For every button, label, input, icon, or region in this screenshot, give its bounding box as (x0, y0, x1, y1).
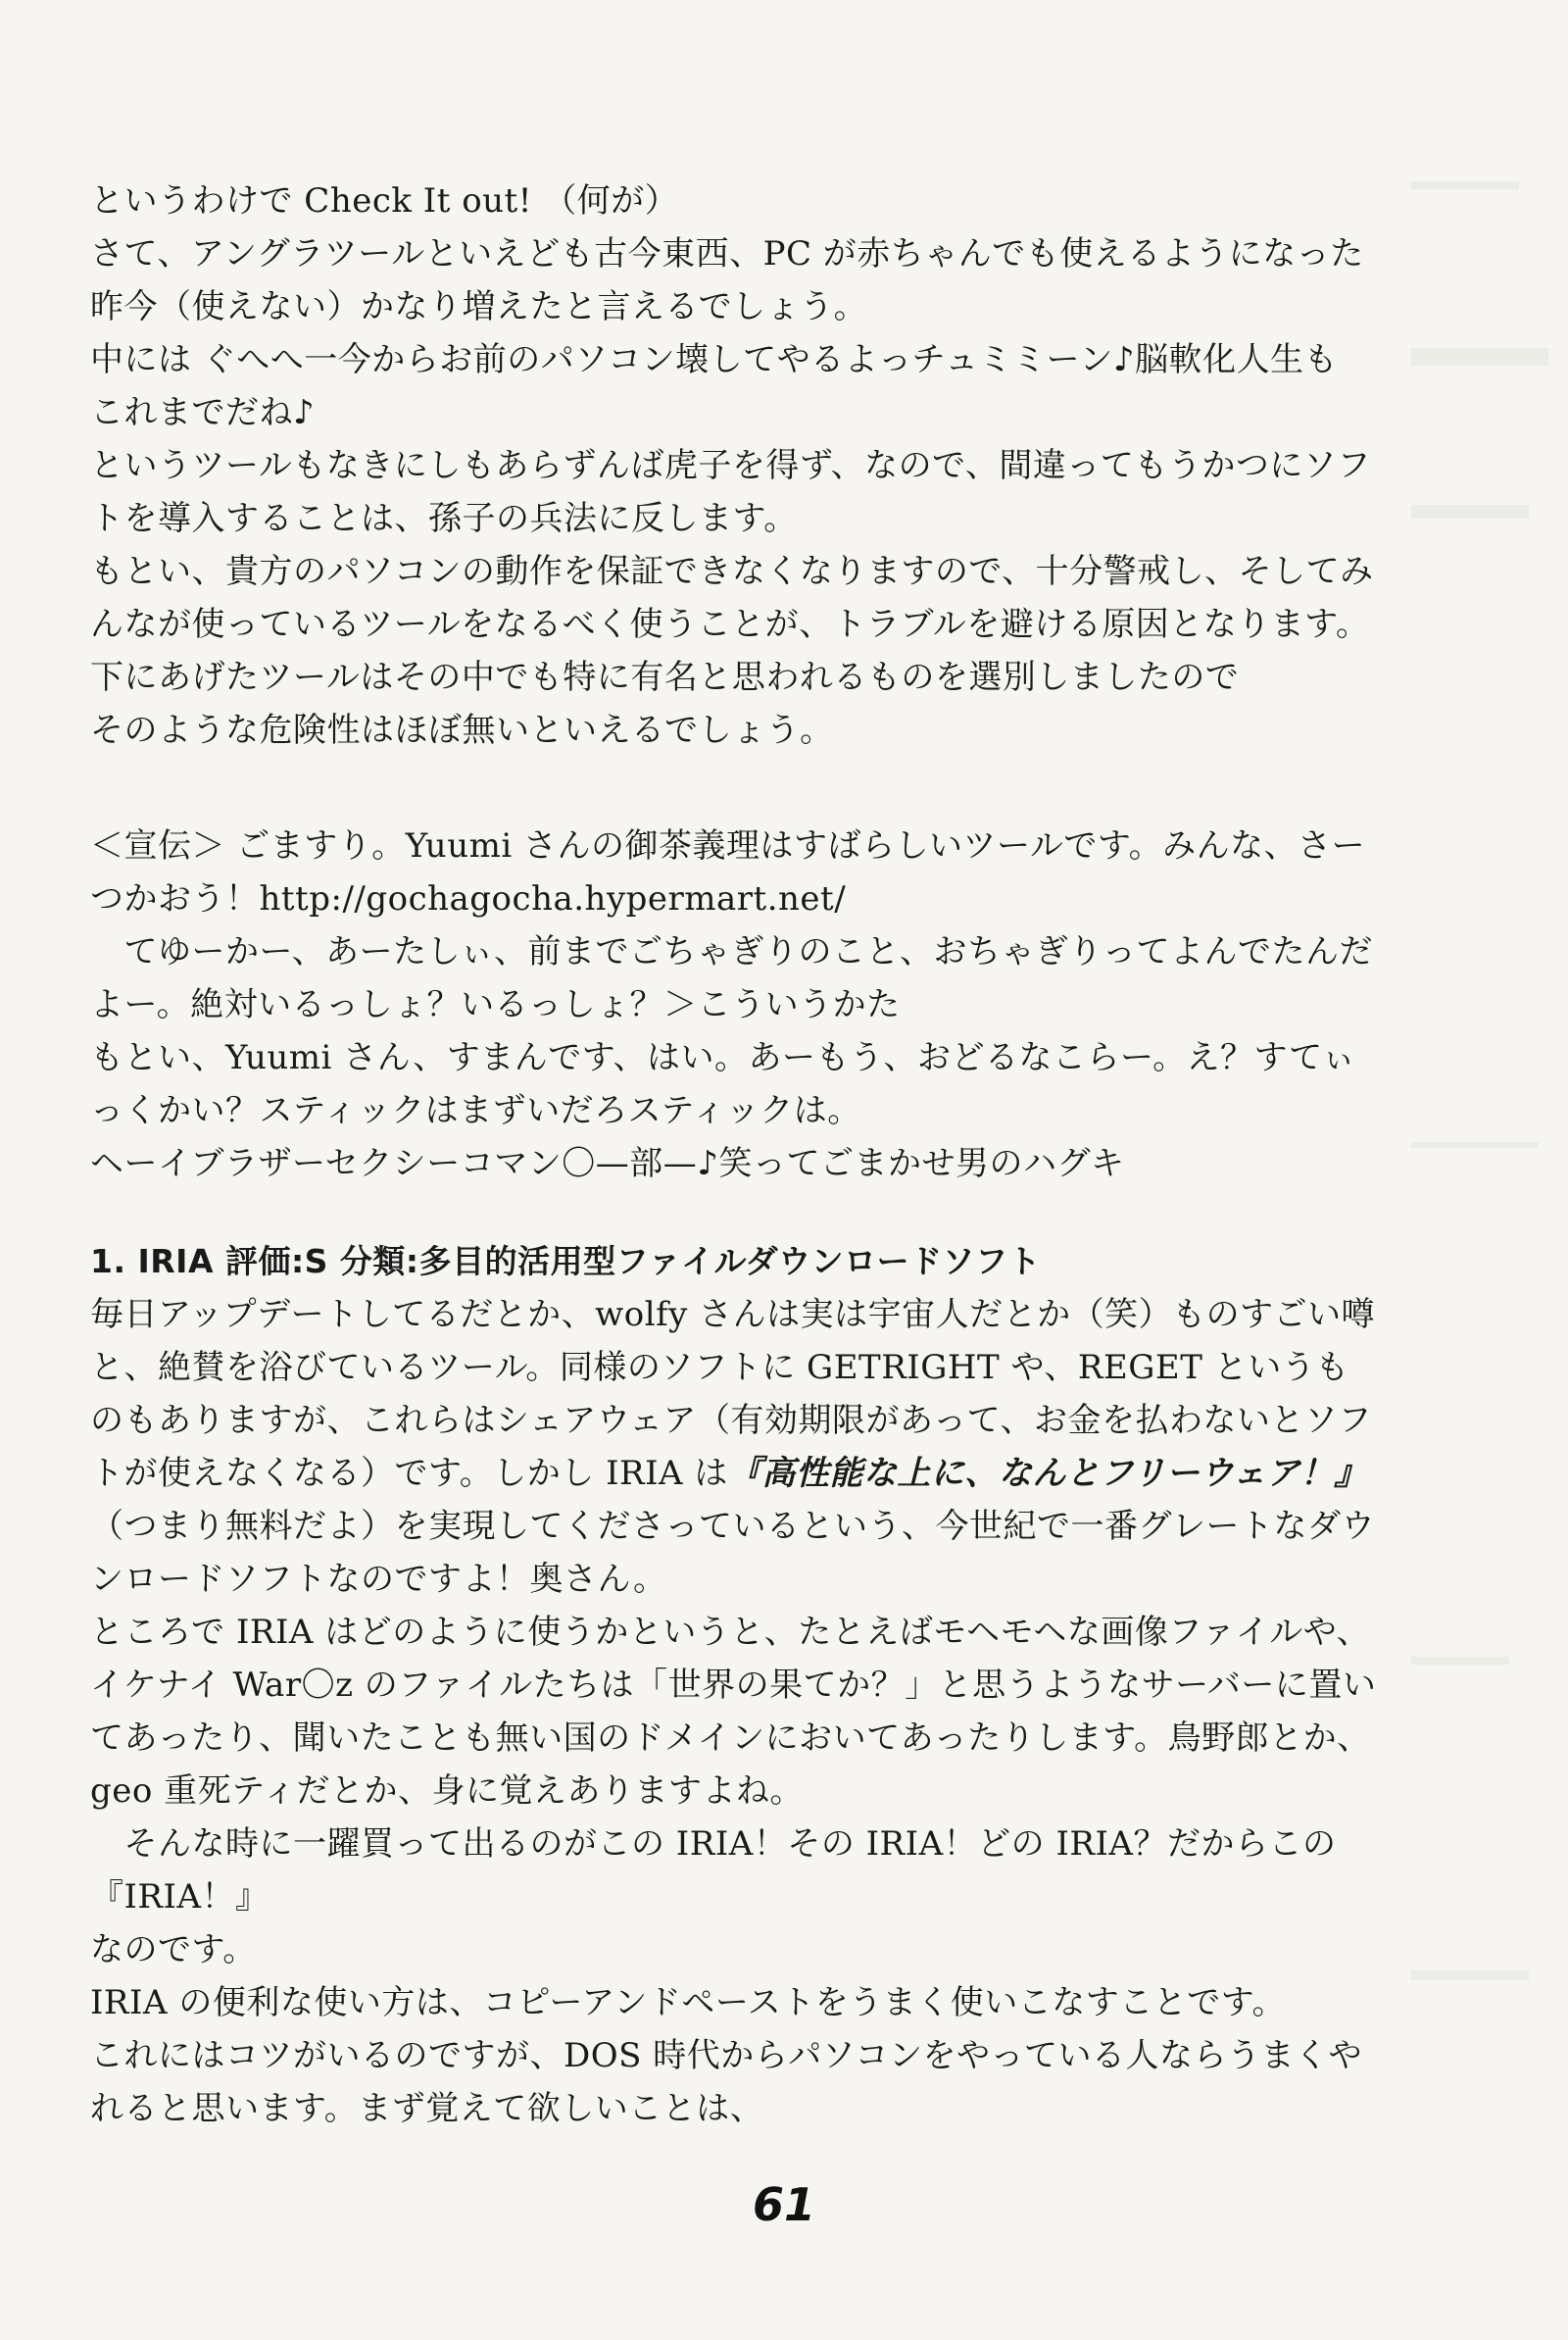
text-line: もとい、貴方のパソコンの動作を保証できなくなりますので、十分警戒し、そしてみ (90, 552, 1374, 591)
text-line: と、絶賛を浴びているツール。同様のソフトに GETRIGHT や、REGET というも (90, 1348, 1349, 1387)
text-line: っくかい？スティックはまずいだろスティックは。 (90, 1091, 861, 1130)
text-line: というツールもなきにしもあらずんば虎子を得ず、なので、間違ってもうかつにソフ (90, 446, 1371, 485)
text-line: てあったり、聞いたことも無い国のドメインにおいてあったりします。鳥野郎とか、 (90, 1718, 1371, 1758)
text-line: IRIA の便利な使い方は、コピーアンドペーストをうまく使いこなすことです。 (90, 1983, 1286, 2022)
text-line: そんな時に一躍買って出るのがこの IRIA！その IRIA！どの IRIA？だからこの (90, 1824, 1337, 1864)
text-line: 毎日アップデートしてるだとか、wolfy さんは実は宇宙人だとか（笑）ものすごい噂 (90, 1295, 1376, 1334)
text-line: ヘーイブラザーセクシーコマン〇—部—♪笑ってごまかせ男のハグキ (90, 1144, 1125, 1183)
emphasized-text: 『高性能な上に、なんとフリーウェア！』 (727, 1454, 1368, 1493)
text-line: のもありますが、これらはシェアウェア（有効期限があって、お金を払わないとソフ (90, 1401, 1372, 1440)
text-line: 『IRIA！』 (90, 1877, 270, 1917)
text-line: さて、アングラツールといえども古今東西、PC が赤ちゃんでも使えるようになった (90, 234, 1364, 274)
text-line: これにはコツがいるのですが、DOS 時代からパソコンをやっている人ならうまくや (90, 2036, 1363, 2075)
advertisement-section (90, 820, 1443, 1190)
iria-section (90, 1235, 1443, 2135)
text-line: ンロードソフトなのですよ！奥さん。 (90, 1560, 667, 1599)
text-line: そのような危険性はほぼ無いといえるでしょう。 (90, 711, 834, 750)
text-fragment: トが使えなくなる）です。しかし IRIA は (90, 1454, 728, 1493)
text-line (90, 1447, 1443, 1500)
text-line: 中には ぐへへ一今からお前のパソコン壊してやるよっチュミミーン♪脳軟化人生も (90, 340, 1339, 379)
text-line: てゆーかー、あーたしぃ、前までごちゃぎりのこと、おちゃぎりってよんでたんだ (90, 932, 1373, 971)
text-line: つかおう！http://gochagocha.hypermart.net/ (90, 879, 847, 919)
text-line: 昨今（使えない）かなり増えたと言えるでしょう。 (90, 287, 868, 326)
section-heading: 1. IRIA 評価:S 分類:多目的活用型ファイルダウンロードソフト (90, 1242, 1042, 1280)
text-line: んなが使っているツールをなるべく使うことが、トラブルを避ける原因となります。 (90, 605, 1370, 644)
text-line: れると思います。まず覚えて欲しいことは、 (90, 2089, 764, 2128)
text-line: トを導入することは、孫子の兵法に反します。 (90, 499, 798, 538)
text-line: もとい、Yuumi さん、すまんです、はい。あーもう、おどるなこらー。え？すてぃ (90, 1038, 1356, 1077)
page-number: 61 (752, 2178, 815, 2231)
text-line: ところで IRIA はどのように使うかというと、たとえばモヘモヘな画像ファイルや、 (90, 1613, 1371, 1652)
text-line: よー。絶対いるっしょ？いるっしょ？＞こういうかた (90, 985, 901, 1024)
intro-section (90, 174, 1443, 757)
text-line: これまでだね♪ (90, 393, 316, 432)
text-line: ＜宣伝＞ ごますり。Yuumi さんの御茶義理はすばらしいツールです。みんな、さー (90, 826, 1366, 866)
text-line: 下にあげたツールはその中でも特に有名と思われるものを選別しましたので (90, 658, 1240, 697)
text-line: （つまり無料だよ）を実現してくださっているという、今世紀で一番グレートなダウ (90, 1507, 1375, 1546)
text-line: geo 重死ティだとか、身に覚えありますよね。 (90, 1771, 804, 1811)
text-line: イケナイ War〇z のファイルたちは「世界の果てか？」と思うようなサーバーに置い (90, 1666, 1377, 1705)
text-line: というわけで Check It out! （何が） (90, 181, 679, 221)
text-line: なのです。 (90, 1930, 257, 1969)
